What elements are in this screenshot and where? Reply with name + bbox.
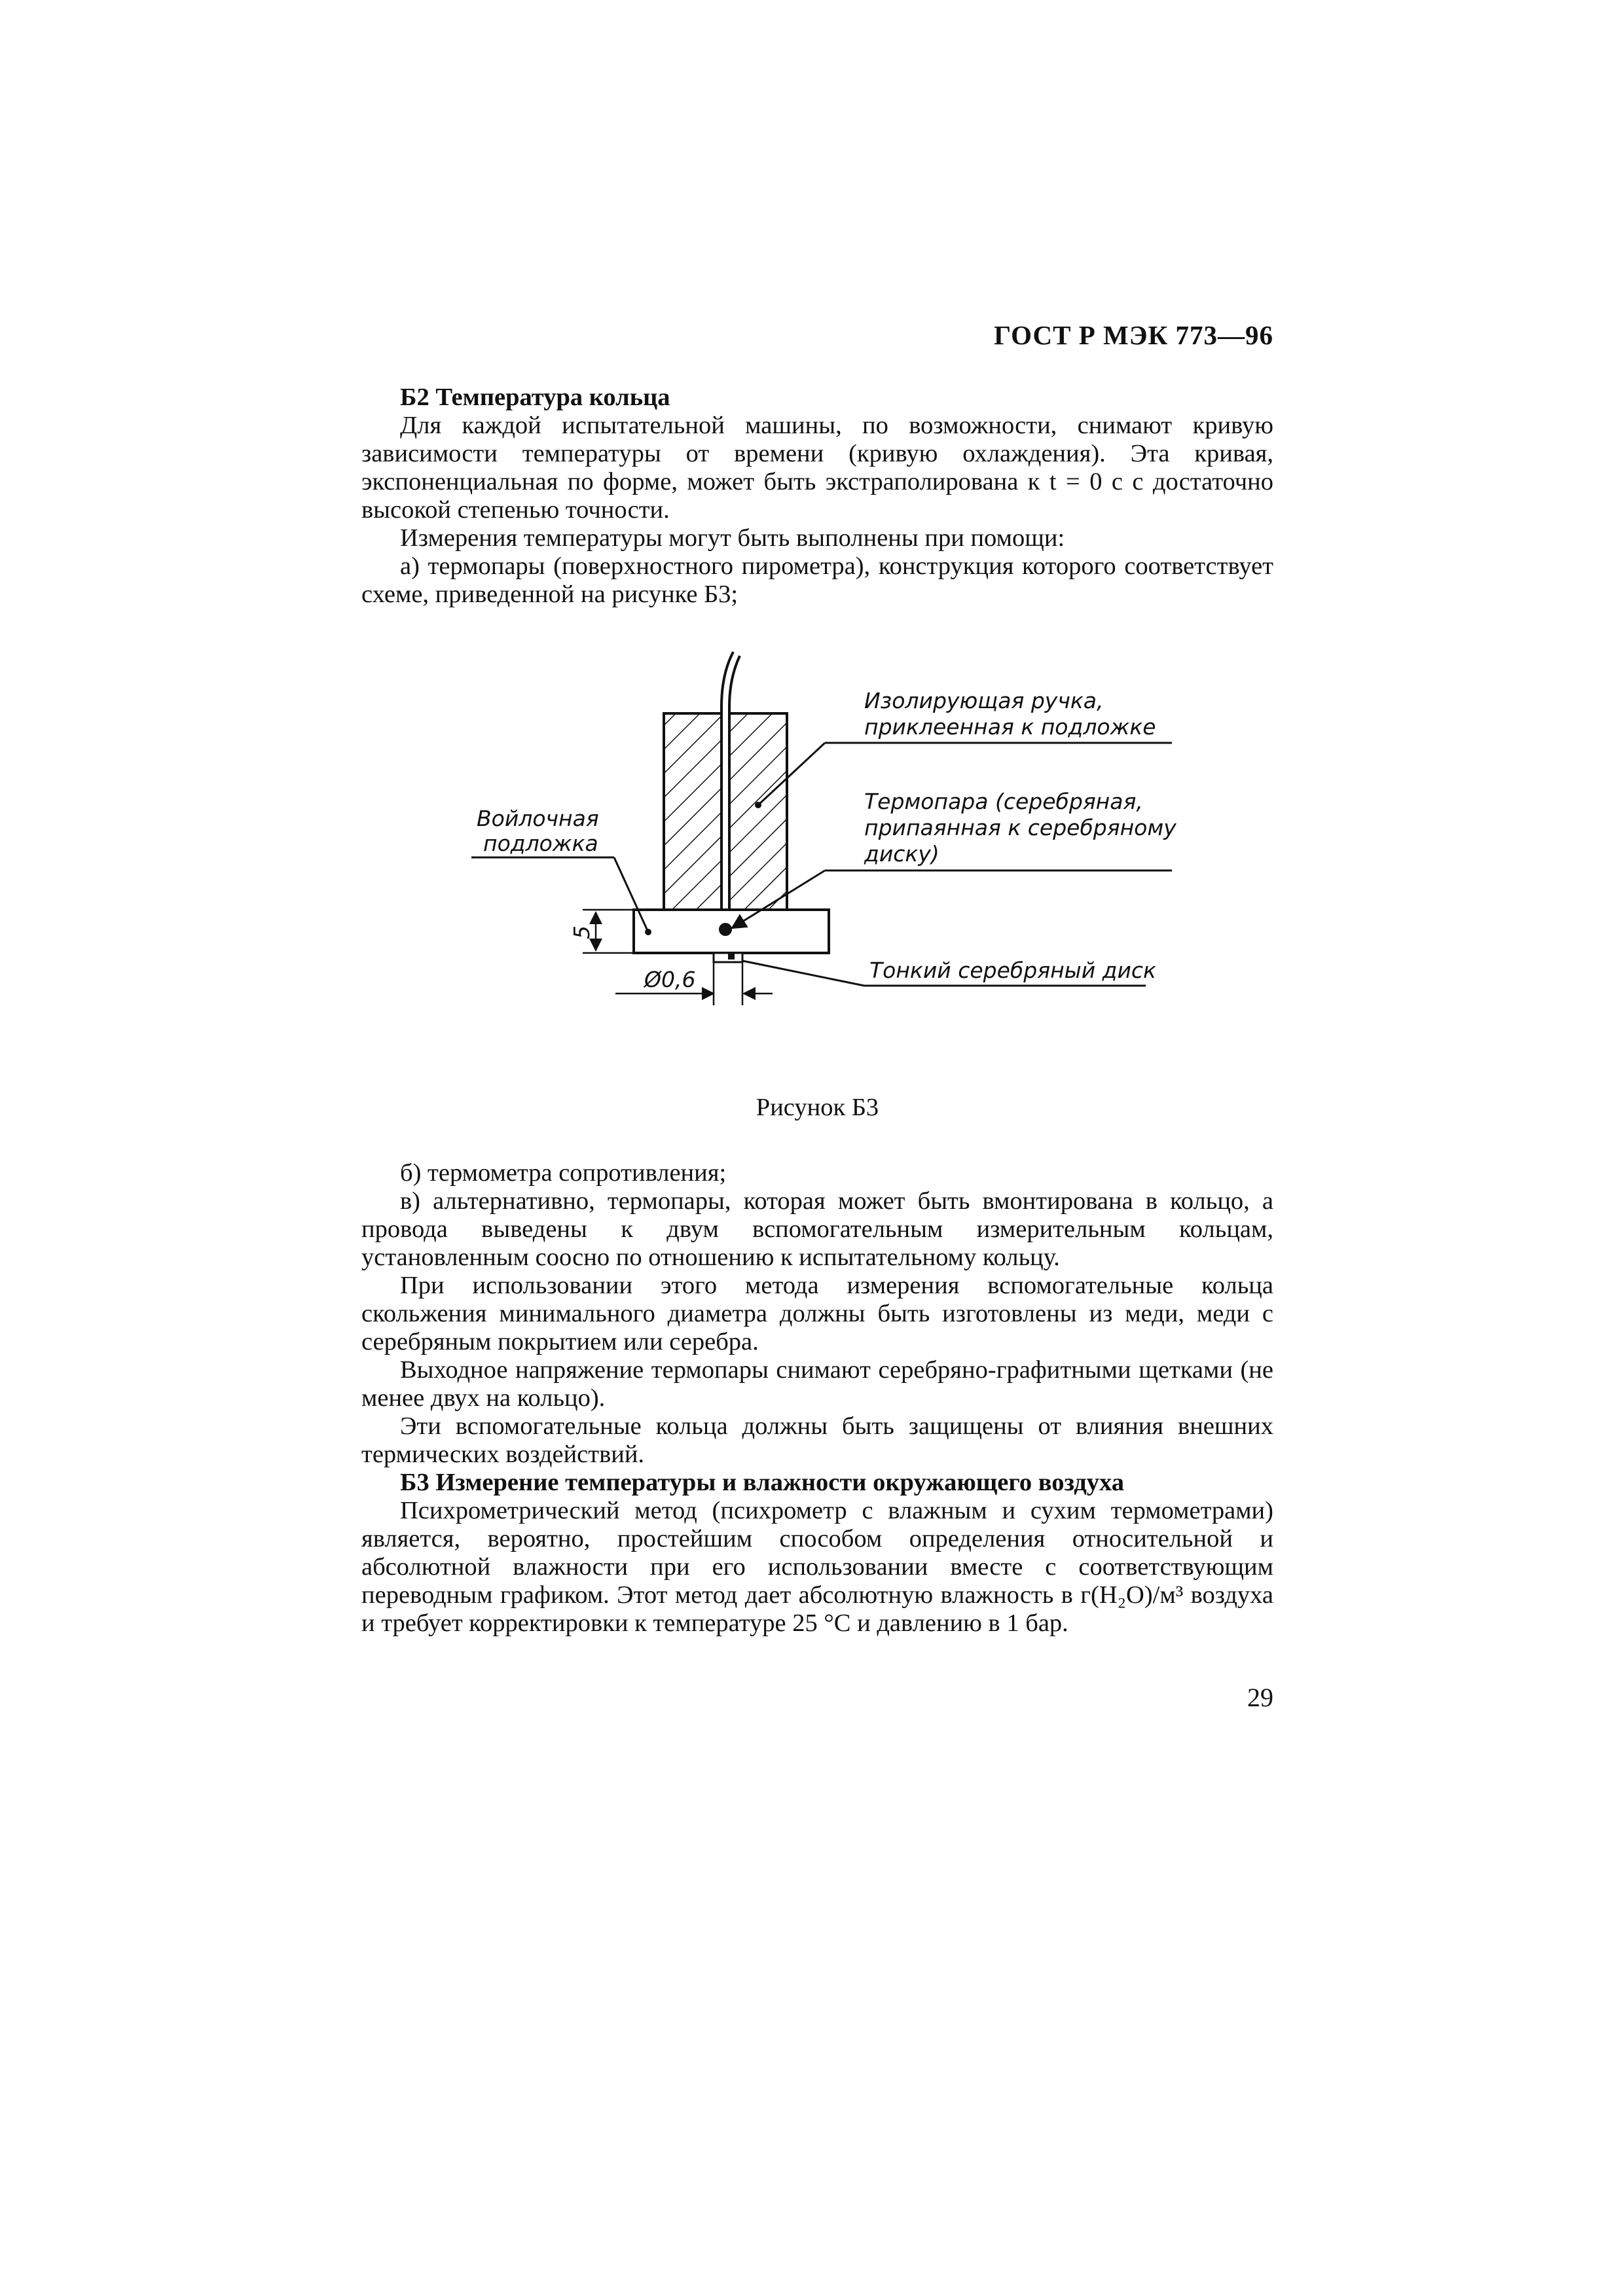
label-felt-line2: подложка bbox=[483, 831, 598, 856]
label-handle-line1: Изолирующая ручка, bbox=[864, 688, 1104, 713]
label-thermocouple-line2: припаянная к серебряному bbox=[864, 815, 1176, 840]
figure-caption: Рисунок Б3 bbox=[756, 1094, 879, 1121]
leader-disk bbox=[742, 961, 864, 986]
solder-bead bbox=[719, 923, 732, 936]
list-item-v: в) альтернативно, термопары, которая может быть вмонтирована в кольцо, а провода выведены к двум вспомогательным измерительным кольцам, установленным соосно по отношению к испытательному кольцу. bbox=[361, 1187, 1273, 1271]
label-silver-disk: Тонкий серебряный диск bbox=[869, 958, 1156, 983]
figure-b3-thermocouple-diagram bbox=[458, 641, 1192, 1021]
list-item-a: а) термопары (поверхностного пирометра), конструкция которого соответствует схеме, приведенной на рисунке Б3; bbox=[361, 552, 1273, 608]
label-thermocouple-line3: диску) bbox=[864, 841, 939, 867]
page-number: 29 bbox=[1247, 1683, 1273, 1712]
section-b2 bbox=[361, 384, 1273, 609]
insulating-handle-right bbox=[729, 713, 787, 910]
paragraph-slip-rings: При использовании этого метода измерения вспомогательные кольца скольжения минимального диаметра должны быть изготовлены из меди, меди с серебряным покрытием или серебра. bbox=[361, 1272, 1273, 1355]
leader-handle-dot bbox=[755, 802, 761, 808]
section-b2-continued bbox=[361, 1159, 1273, 1638]
paragraph-output-voltage: Выходное напряжение термопары снимают серебряно-графитными щетками (не менее двух на кольцо). bbox=[361, 1356, 1273, 1412]
section-b2-heading: Б2 Температура кольца bbox=[400, 384, 670, 411]
insulating-handle-left bbox=[664, 713, 721, 910]
paragraph-protection: Эти вспомогательные кольца должны быть защищены от влияния внешних термических воздействий. bbox=[361, 1412, 1273, 1468]
leader-felt-dot bbox=[645, 929, 651, 935]
dim-diameter-label: Ø0,6 bbox=[644, 967, 696, 992]
label-handle-line2: приклеенная к подложке bbox=[864, 714, 1156, 740]
paragraph-measurement-intro: Измерения температуры могут быть выполнены при помощи: bbox=[400, 524, 1065, 552]
dim-height-label: 5 bbox=[569, 925, 594, 939]
label-thermocouple-line1: Термопара (серебряная, bbox=[864, 789, 1143, 814]
leader-felt bbox=[614, 857, 648, 932]
list-item-b: б) термометра сопротивления; bbox=[400, 1159, 727, 1187]
document-header: ГОСТ Р МЭК 773—96 bbox=[994, 320, 1273, 350]
section-b3-heading: Б3 Измерение температуры и влажности окружающего воздуха bbox=[400, 1469, 1125, 1496]
silver-disk-core bbox=[728, 953, 735, 960]
paragraph-psychrometric: Психрометрический метод (психрометр с влажным и сухим термометрами) является, вероятно, простейшим способом определения относительной и абсолютной влажности при его использовании вместе с соответствующим переводным графиком. Этот метод дает абсолютную влажность в г(H₂O)/м³ воздуха и требует корректировки к температуре 25 °С и давлению в 1 бар. bbox=[361, 1497, 1273, 1637]
label-felt-line1: Войлочная bbox=[477, 806, 599, 831]
paragraph-cooling-curve: Для каждой испытательной машины, по возможности, снимают кривую зависимости температуры от времени (кривую охлаждения). Эта кривая, экспоненциальная по форме, может быть экстраполирована к t = 0 с с достаточно высокой степенью точности. bbox=[361, 412, 1273, 524]
